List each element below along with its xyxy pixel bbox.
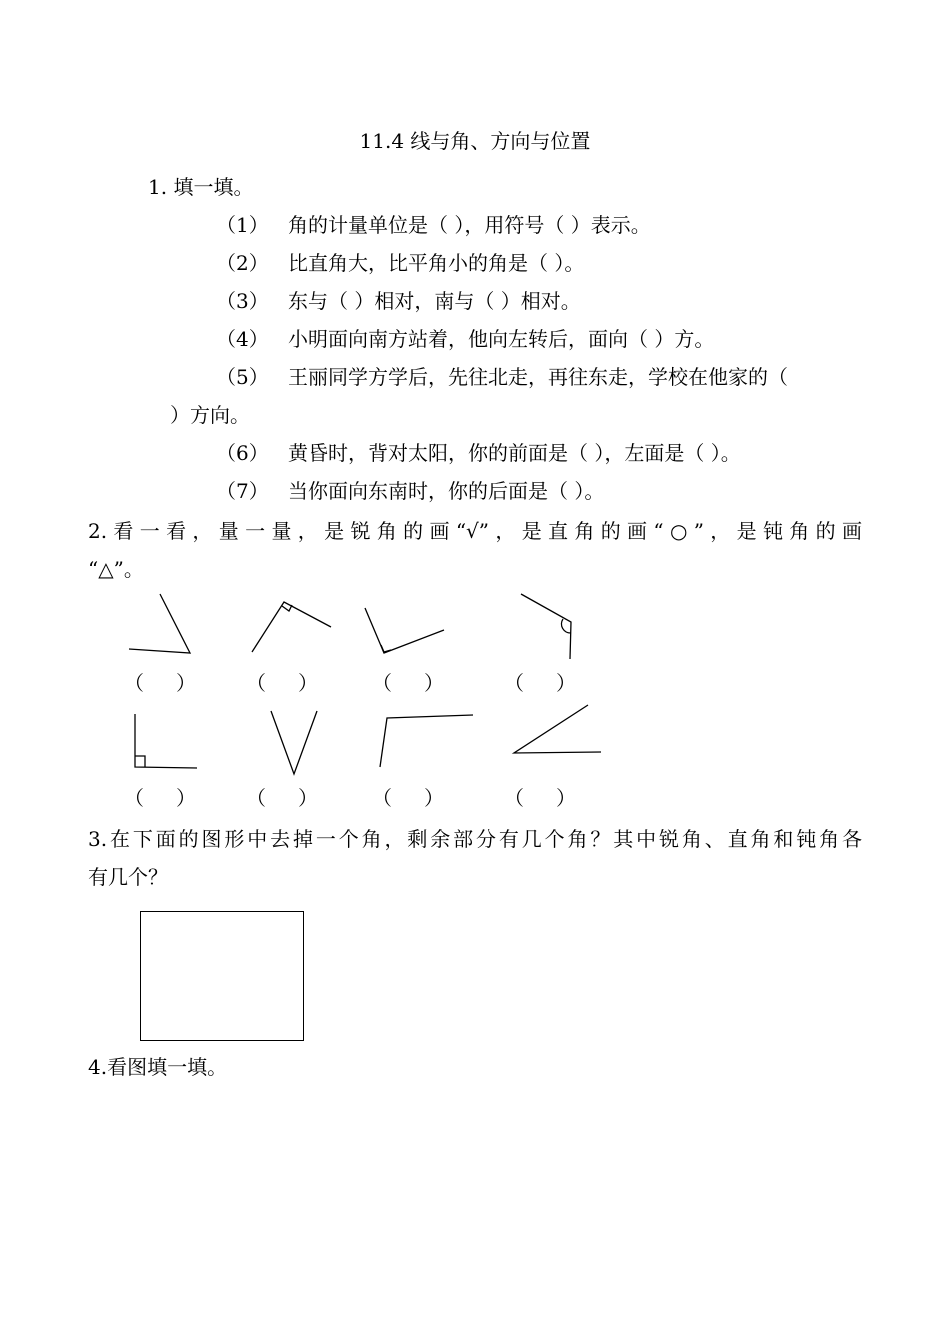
angle-7-obtuse [380,715,473,767]
angle-8-acute [514,705,601,753]
angle-4-obtuse [521,594,571,659]
answer-blank-4[interactable]: （ ） [504,671,576,695]
section2-instruction-line2: “△”。 [88,557,144,581]
angle-5-right [135,714,197,768]
item5-text: 王丽同学方学后，先往北走，再往东走，学校在他家的（ [288,365,788,389]
item7-text: 当你面向东南时，你的后面是（ ）。 [288,479,605,503]
answer-blank-3[interactable]: （ ） [372,671,444,695]
section3-question-line2: 有几个？ [88,865,168,889]
answer-blank-8[interactable]: （ ） [504,786,576,810]
item3-number: （3） [216,289,269,313]
answer-blank-6[interactable]: （ ） [246,786,318,810]
angle-6-acute [271,711,317,774]
item6-text: 黄昏时，背对太阳，你的前面是（ ），左面是（ ）。 [288,441,741,465]
angle-3-right [365,608,444,653]
section1-heading: 1. 填一填。 [148,175,254,199]
item4-number: （4） [216,327,269,351]
item4-text: 小明面向南方站着，他向左转后，面向（ ）方。 [288,327,715,351]
item5-continuation: ）方向。 [170,403,250,427]
angle-1-acute [129,594,190,653]
section2-instruction-line1: 2.看一看，量一量，是锐角的画“√”，是直角的画“○”，是钝角的画 [88,519,862,543]
item3-text: 东与（ ）相对，南与（ ）相对。 [288,289,581,313]
section4-heading: 4.看图填一填。 [88,1055,228,1079]
item2-number: （2） [216,251,269,275]
item7-number: （7） [216,479,269,503]
answer-blank-5[interactable]: （ ） [124,786,196,810]
section3-question-line1: 3.在下面的图形中去掉一个角，剩余部分有几个角？其中锐角、直角和钝角各 [88,827,862,851]
item6-number: （6） [216,441,269,465]
angle-2-right [252,602,331,652]
page-title: 11.4 线与角、方向与位置 [359,129,591,153]
rectangle-figure [140,911,304,1041]
answer-blank-2[interactable]: （ ） [246,671,318,695]
item5-number: （5） [216,365,269,389]
answer-blank-7[interactable]: （ ） [372,786,444,810]
item1-number: （1） [216,213,269,237]
item2-text: 比直角大，比平角小的角是（ ）。 [288,251,585,275]
item1-text: 角的计量单位是（ ），用符号（ ）表示。 [288,213,651,237]
answer-blank-1[interactable]: （ ） [124,671,196,695]
